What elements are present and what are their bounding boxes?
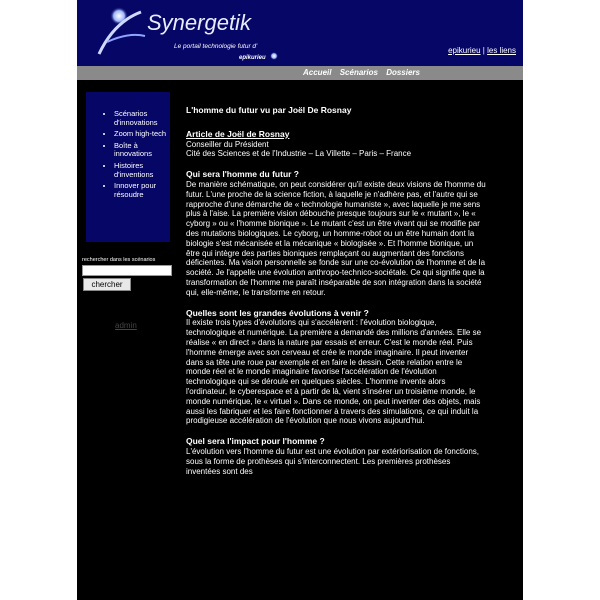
link-separator: | [482,46,485,55]
banner-links [448,46,516,55]
section-heading: Qui sera l'homme du futur ? [186,169,300,180]
nav-bar [77,66,523,80]
article-content [186,100,486,487]
section-text: Il existe trois types d'évolutions qui s'accélèrent : l'évolution biologique, technologique et numérique. La première a demandé des millions d'années. Elle se réalise « en direct » dans la nature par essais et erreur. C'est le monde réel. Puis l'homme émerge avec son cerveau et crée le monde imaginaire. Il peut inventer dans sa tête une roue par exemple et en faire le dessin. Cette relation entre le monde réel et le monde imaginaire favorise l'accélération de l'évolution technologique qui se déroule en quelques siècles. L'homme invente alors l'ordinateur, le cyberespace et à partir de là, vient s'insérer un troisième monde, le monde numérique, le « virtuel ». Dans ce monde, on peut inventer des objets, mais aussi les fabriquer et les faire fonctionner à travers des simulations, ce qui induit la prodigieuse accélération de l'évolution que nous vivons aujourd'hui. [186,318,482,426]
sidebar-menu [86,92,170,242]
sidebar-item-innover[interactable]: • Innover pour résoudre [114,182,170,199]
author-role: Conseiller du Président [186,139,269,149]
synergetik-logo[interactable] [79,2,309,64]
nav-scenarios[interactable]: Scénarios [339,68,378,77]
sidebar-item-histoires[interactable]: • Histoires d'inventions [114,162,170,179]
section-heading: Quelles sont les grandes évolutions à venir ? [186,307,369,318]
article-title: L'homme du futur vu par Joël De Rosnay [186,105,352,115]
nav-accueil[interactable]: Accueil [303,68,332,77]
section-text: L'évolution vers l'homme du futur est une évolution par extériorisation de fonctions, sous la forme de prothèses qui s'interconnectent. Les premières prothèses inventées sont des [186,446,479,476]
admin-link[interactable]: admin [115,321,137,330]
search-input[interactable] [82,265,172,276]
svg-text:Le portail technologie futur d: Le portail technologie futur d' [174,43,258,50]
author-block [186,130,486,159]
svg-text:epikurieu: epikurieu [239,55,266,61]
sidebar-item-zoom[interactable]: • Zoom high-tech [114,130,170,139]
search-label: rechercher dans les scénarios [82,257,156,263]
search-button[interactable]: chercher [83,278,131,291]
svg-text:Synergetik: Synergetik [147,10,251,35]
nav-dossiers[interactable]: Dossiers [386,68,420,77]
author-link[interactable]: Article de Joël de Rosnay [186,128,290,139]
section-heading: Quel sera l'impact pour l'homme ? [186,436,325,447]
sidebar-item-scenarios[interactable]: • Scénarios d'innovations [114,110,170,127]
epikurieu-link[interactable]: epikurieu [448,46,481,55]
sidebar-item-boite[interactable]: • Boîte à innovations [114,142,170,159]
author-org: Cité des Sciences et de l'Industrie – La Villette – Paris – France [186,149,412,159]
section-text: De manière schématique, on peut considérer qu'il existe deux visions de l'homme du futur. L'une proche de la science fiction, à laquelle je n'adhère pas, et l'autre qui se rapproche d'une démarche de « technologie humaniste », avec laquelle je me sens plus à l'aise. La première vision débouche presque toujours sur le « mutant », le « cyborg » ou « l'homme bionique ». Le mutant c'est un être vivant qui se modifie par des mutations biologiques. Le cyborg, un homme-robot ou un être humain dont la biologie s'est mécanisée et la mécanique « biologisée ». Et l'homme bionique, un être qui intègre des parties bioniques remplaçant ou augmentant des fonctions déficientes. Ma vision personnelle se fonde sur une co-évolution de l'homme et de la société. Je l'appelle une évolution anthropo-technico-sociétale. Ce qui signifie que la transformation de l'homme me paraît inséparable de son intégration dans la société qui, elle-même, le transforme en retour. [186,179,486,297]
les-liens-link[interactable]: les liens [487,46,516,55]
